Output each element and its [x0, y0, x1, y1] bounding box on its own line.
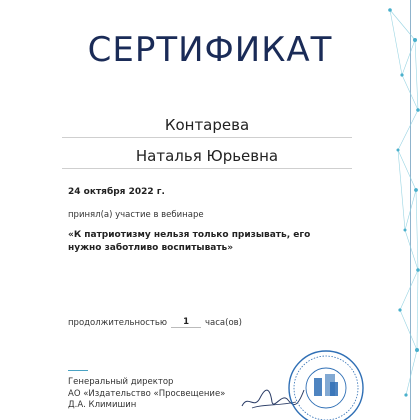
duration-value: 1: [171, 317, 201, 328]
given-names-underline: [62, 168, 352, 169]
publisher-seal-icon: [286, 348, 366, 420]
duration-label: продолжительностью: [68, 318, 168, 328]
webinar-topic: «К патриотизму нельзя только призывать, его нужно заботливо воспитывать»: [68, 230, 311, 253]
signatory-block: [68, 377, 225, 412]
participation-text: принял(а) участие в вебинаре: [68, 210, 204, 220]
signatory-accent-line: [68, 370, 88, 371]
certificate-title: СЕРТИФИКАТ: [87, 30, 333, 70]
recipient-given-names: Наталья Юрьевна: [135, 147, 279, 165]
signatory-position: Генеральный директор: [68, 377, 174, 387]
duration-row: [68, 317, 242, 328]
event-date: 24 октября 2022 г.: [68, 187, 165, 197]
recipient-surname: Контарева: [164, 116, 250, 134]
surname-underline: [62, 137, 352, 138]
duration-unit: часа(ов): [205, 318, 242, 328]
signatory-name: Д.А. Климишин: [68, 400, 137, 410]
signatory-organization: АО «Издательство «Просвещение»: [68, 388, 226, 399]
